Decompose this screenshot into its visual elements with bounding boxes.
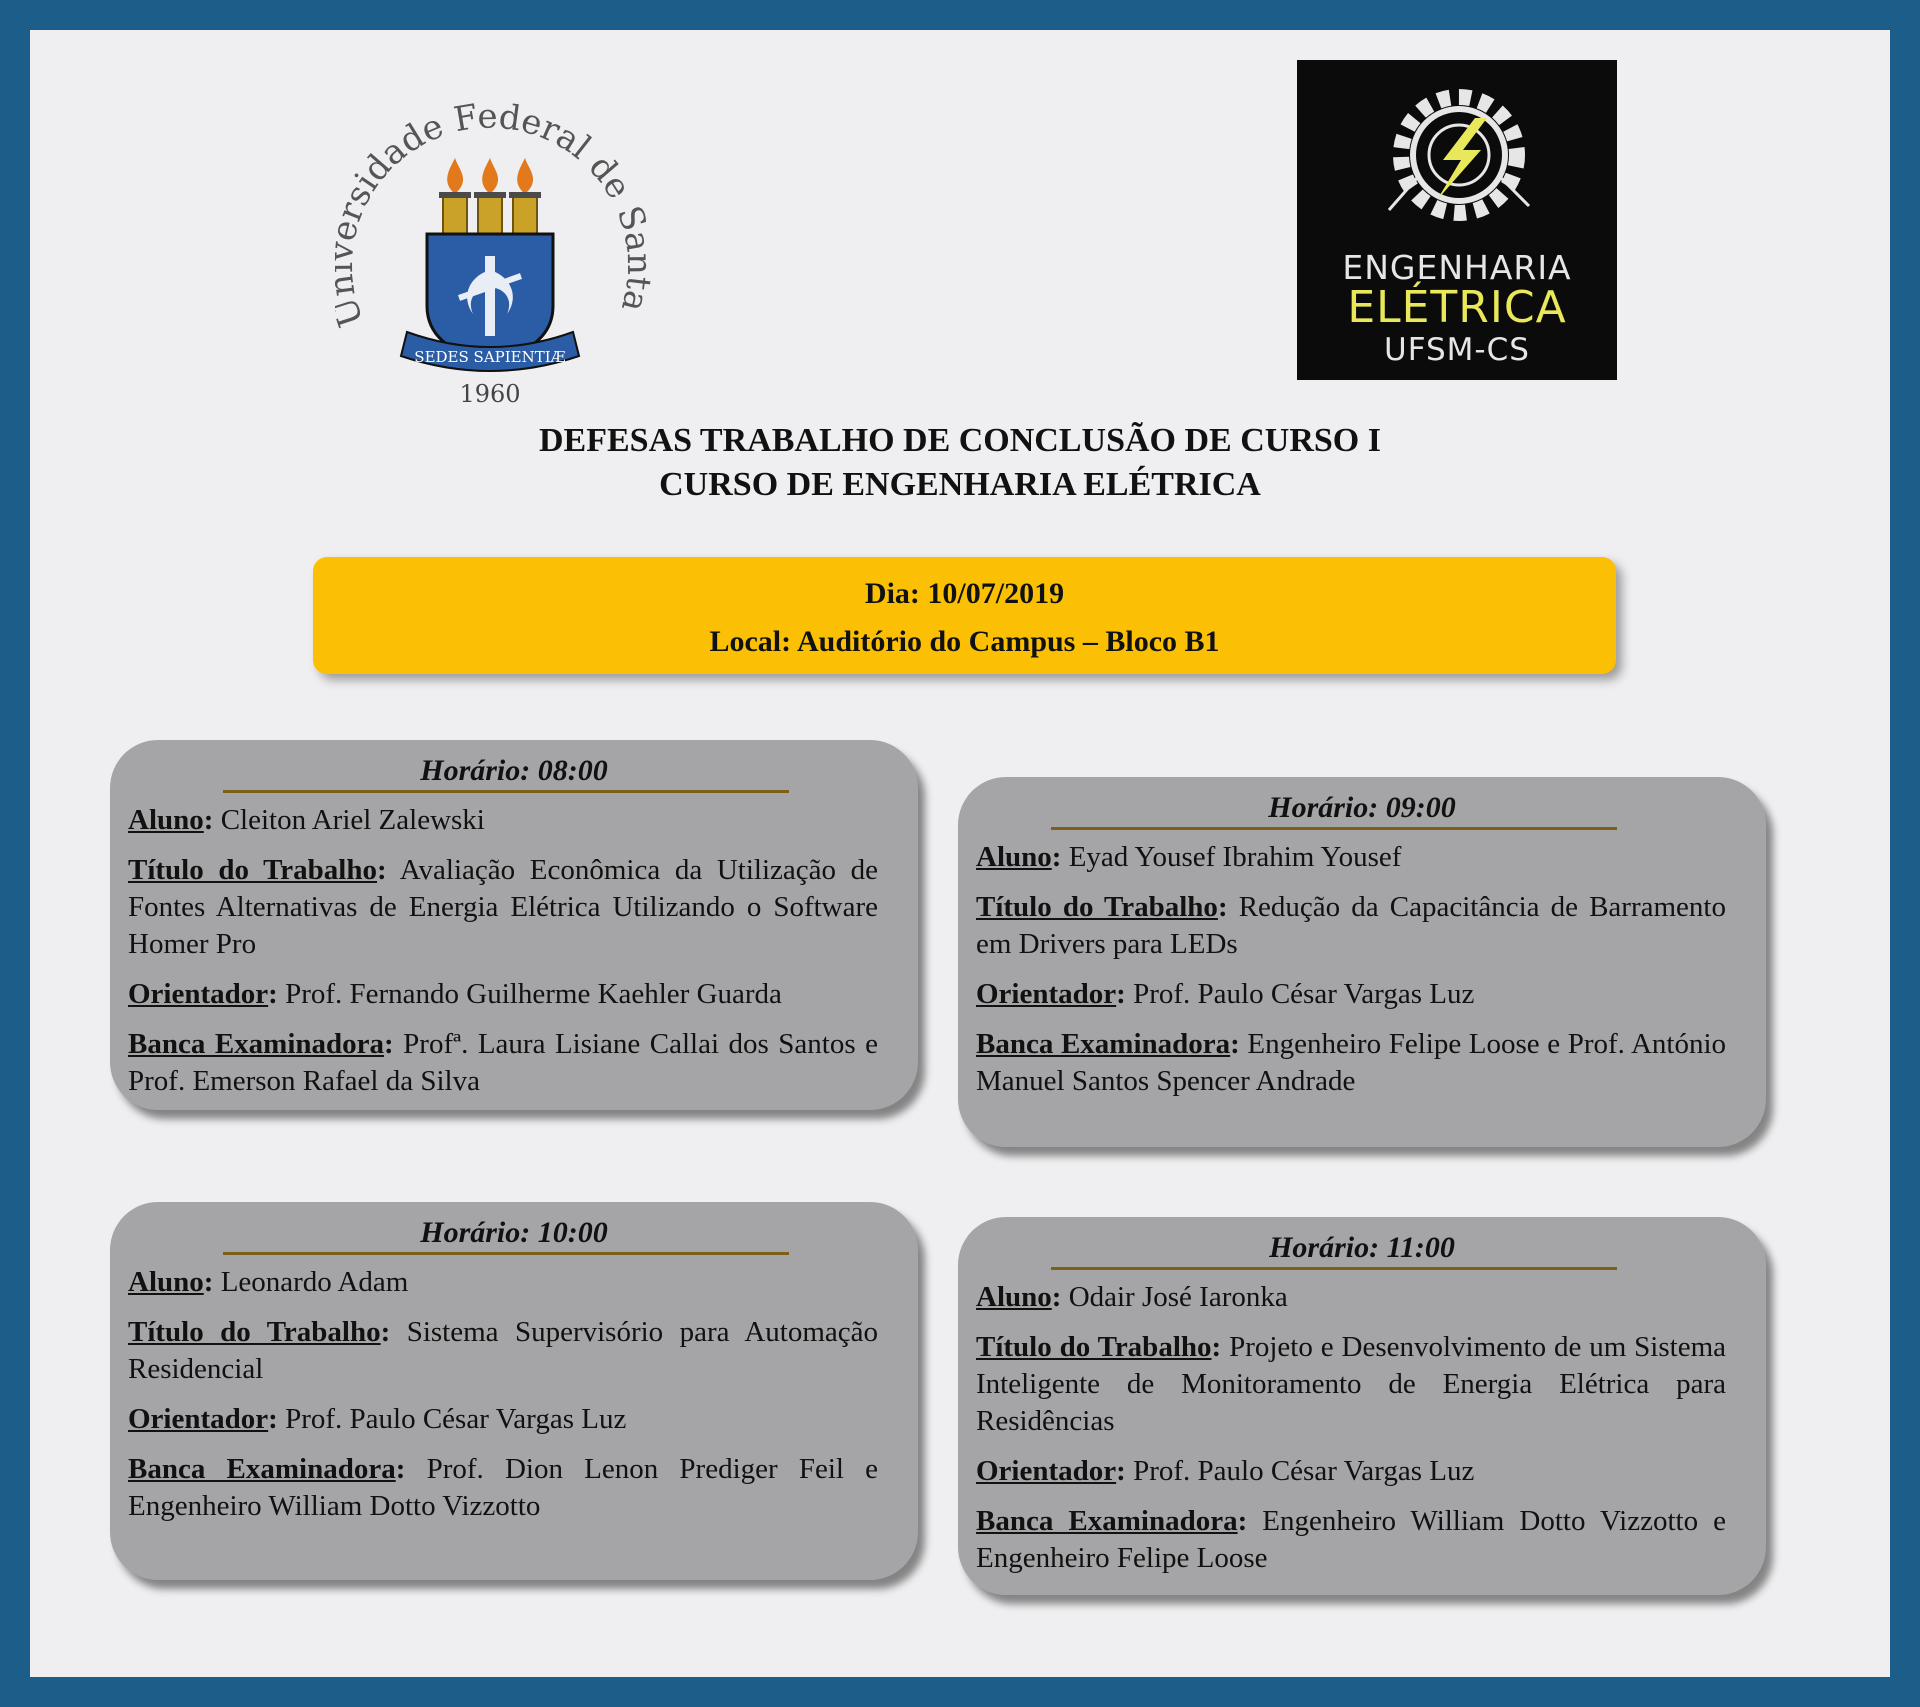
student-row: Aluno: Eyad Yousef Ibrahim Yousef [976,841,1402,873]
advisor-name: Prof. Paulo César Vargas Luz [1133,1455,1475,1487]
divider [223,790,789,793]
defense-card [110,1202,918,1580]
committee-label: Banca Examinadora [128,1028,385,1060]
work-title-label: Título do Trabalho [128,854,377,886]
advisor-row: Orientador: Prof. Fernando Guilherme Kaehler Guarda [128,978,782,1010]
student-label: Aluno [128,804,204,836]
committee-names: Engenheiro William Dotto Vizzotto e Engenheiro Felipe Loose [976,1505,1726,1574]
advisor-label: Orientador [976,1455,1117,1487]
defense-card [958,777,1766,1147]
work-title: Redução da Capacitância de Barramento em Drivers para LEDs [976,891,1726,960]
work-title-label: Título do Trabalho [976,1331,1212,1363]
ufsm-logo [335,100,665,410]
work-title-label: Título do Trabalho [976,891,1218,923]
student-row: Aluno: Leonardo Adam [128,1266,409,1298]
student-name: Eyad Yousef Ibrahim Yousef [1068,841,1402,873]
student-name: Leonardo Adam [220,1266,409,1298]
committee-row: Banca Examinadora: Profª. Laura Lisiane Callai dos Santos e Prof. Emerson Rafael da Silva [128,1028,878,1097]
ee-logo-line-3: UFSM-CS [1384,332,1530,368]
ufsm-year: 1960 [459,380,521,408]
divider [1051,1267,1617,1270]
defense-card [958,1217,1766,1595]
committee-names: Engenheiro Felipe Loose e Prof. António Manuel Santos Spencer Andrade [976,1028,1726,1097]
page-subtitle: CURSO DE ENGENHARIA ELÉTRICA [659,466,1261,503]
ee-logo-line-1: ENGENHARIA [1342,248,1572,287]
work-title: Projeto e Desenvolvimento de um Sistema Inteligente de Monitoramento de Energia Elétrica para Residências [976,1331,1726,1437]
student-row: Aluno: Cleiton Ariel Zalewski [128,804,485,836]
committee-label: Banca Examinadora [976,1028,1231,1060]
defense-time: Horário: 10:00 [420,1216,608,1249]
student-label: Aluno [976,1281,1052,1313]
flyer-page [30,30,1890,1677]
divider [223,1252,789,1255]
committee-names: Profª. Laura Lisiane Callai dos Santos e Prof. Emerson Rafael da Silva [128,1028,878,1097]
defense-time: Horário: 08:00 [420,754,608,787]
committee-names: Prof. Dion Lenon Prediger Feil e Engenheiro William Dotto Vizzotto [128,1453,879,1522]
work-title-row: Título do Trabalho: Projeto e Desenvolvimento de um Sistema Inteligente de Monitoramento de Energia Elétrica para Residências [976,1331,1726,1437]
event-date: Dia: 10/07/2019 [864,577,1065,610]
work-title-label: Título do Trabalho [128,1316,381,1348]
advisor-label: Orientador [976,978,1117,1010]
engenharia-eletrica-logo [1297,60,1617,380]
work-title: Avaliação Econômica da Utilização de Fontes Alternativas de Energia Elétrica Utilizando o Software Homer Pro [128,854,878,960]
defense-time: Horário: 09:00 [1268,791,1456,824]
work-title: Sistema Supervisório para Automação Residencial [128,1316,879,1385]
committee-label: Banca Examinadora [128,1453,396,1485]
ufsm-ring-text: sidade Federal de Santa [337,100,660,316]
event-location: Local: Auditório do Campus – Bloco B1 [709,625,1220,658]
committee-row: Banca Examinadora: Engenheiro William Dotto Vizzotto e Engenheiro Felipe Loose [976,1505,1726,1574]
student-name: Cleiton Ariel Zalewski [220,804,485,836]
divider [1051,827,1617,830]
committee-label: Banca Examinadora [976,1505,1238,1537]
student-row: Aluno: Odair José Iaronka [976,1281,1288,1313]
event-info-banner [313,557,1616,674]
work-title-row: Título do Trabalho: Redução da Capacitância de Barramento em Drivers para LEDs [976,891,1726,960]
work-title-row: Título do Trabalho: Sistema Supervisório para Automação Residencial [128,1316,879,1385]
committee-row: Banca Examinadora: Engenheiro Felipe Loose e Prof. António Manuel Santos Spencer Andrade [976,1028,1726,1097]
student-name: Odair José Iaronka [1068,1281,1288,1313]
torch-icon [439,158,541,235]
advisor-name: Prof. Paulo César Vargas Luz [1133,978,1475,1010]
defense-card [110,740,918,1110]
ufsm-motto: SEDES SAPIENTIÆ [414,348,566,366]
advisor-label: Orientador [128,1403,269,1435]
student-label: Aluno [976,841,1052,873]
ee-logo-line-2: ELÉTRICA [1347,282,1567,333]
advisor-name: Prof. Fernando Guilherme Kaehler Guarda [285,978,782,1010]
advisor-row: Orientador: Prof. Paulo César Vargas Luz [976,1455,1475,1487]
page-title: DEFESAS TRABALHO DE CONCLUSÃO DE CURSO I [539,422,1381,459]
defense-time: Horário: 11:00 [1269,1231,1455,1264]
work-title-row: Título do Trabalho: Avaliação Econômica da Utilização de Fontes Alternativas de Energia Elétrica Utilizando o Software Homer Pro [128,854,878,960]
advisor-name: Prof. Paulo César Vargas Luz [285,1403,627,1435]
advisor-label: Orientador [128,978,269,1010]
advisor-row: Orientador: Prof. Paulo César Vargas Luz [128,1403,627,1435]
advisor-row: Orientador: Prof. Paulo César Vargas Luz [976,978,1475,1010]
committee-row: Banca Examinadora: Prof. Dion Lenon Prediger Feil e Engenheiro William Dotto Vizzotto [128,1453,879,1522]
student-label: Aluno [128,1266,204,1298]
